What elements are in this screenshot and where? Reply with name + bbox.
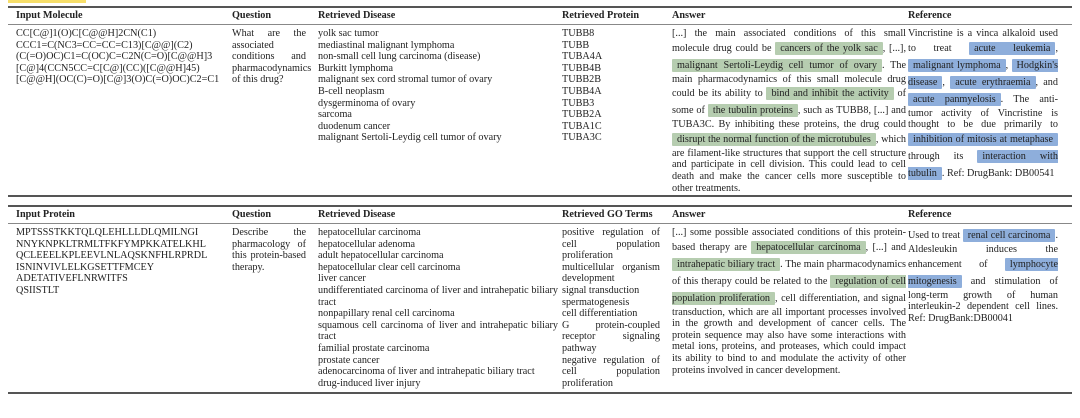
disease-item: squamous cell carcinoma of liver and intrahepatic biliary tract	[318, 319, 558, 343]
header-rule	[8, 24, 1072, 25]
text-segment: . Ref: DrugBank: DB00541	[941, 167, 1055, 179]
go-term-item: cell differentiation	[562, 308, 638, 320]
text-segment: , [...],	[882, 42, 906, 54]
header-rule	[8, 223, 1072, 224]
question-text: What are the associated conditions and pharmacodynamics of this drug?	[232, 28, 312, 86]
highlighted-phrase: intrahepatic biliary tract	[672, 258, 780, 271]
disease-item: adenocarcinoma of liver and intrahepatic biliary tract	[318, 366, 535, 378]
disease-item: sarcoma	[318, 109, 352, 121]
molecule-example-table	[8, 6, 1072, 196]
disease-item: duodenum cancer	[318, 120, 391, 132]
disease-item: hepatocellular carcinoma	[318, 227, 421, 238]
highlighted-phrase: acute panmyelosis	[908, 93, 1001, 106]
disease-item: nonpapillary renal cell carcinoma	[318, 308, 455, 320]
text-segment: Vincristine is a vinca alkaloid used to treat	[908, 28, 1058, 54]
retrieved-disease-list	[318, 28, 558, 144]
caption-highlight-marker	[8, 0, 86, 3]
input-line: CC[C@]1(O)C[C@@H]2CN(C1)	[16, 28, 157, 39]
input-line: ADETATIVEFLNRWITFS	[16, 273, 128, 285]
disease-item: yolk sac tumor	[318, 28, 379, 39]
go-term-item: multicellular organism development	[562, 261, 660, 285]
highlighted-phrase: renal cell carcinoma	[963, 229, 1056, 242]
go-term-list	[562, 227, 660, 389]
highlighted-phrase: interaction with tubulin	[908, 150, 1058, 179]
column-header: Answer	[672, 209, 706, 220]
disease-item: hepatocellular adenoma	[318, 238, 416, 250]
input-line: QCLEEELKPLEEVLNLAQSKNFHLRPRDL	[16, 250, 208, 262]
text-segment: and stimulation of long-term growth of human interleukin-2 dependent cell lines. Ref: DrugBank:DB00041	[908, 275, 1058, 324]
disease-item: malignant Sertoli-Leydig cell tumor of ovary	[318, 132, 502, 144]
highlighted-phrase: acute erythraemia	[950, 76, 1035, 89]
column-header: Input Protein	[16, 209, 75, 220]
input-line: CCC1=C(NC3=CC=CC=C13)[C@@](C2)	[16, 39, 193, 51]
text-segment: , cell differentiation, and signal transduction, which are all important processes involved in the growth and development of cancer cells. The protein sequence may also have some interactions with metal ions, proteins, and proteases, which could impact its ability to bind to and modulate the activity of other proteins involved in cancer development.	[672, 292, 906, 376]
disease-item: adult hepatocellular carcinoma	[318, 250, 444, 262]
highlighted-phrase: cancers of the yolk sac	[775, 42, 883, 55]
disease-item: dysgerminoma of ovary	[318, 97, 416, 109]
reference-text	[908, 227, 1058, 324]
retrieved-protein-item: TUBA1C	[562, 120, 602, 132]
disease-item: undifferentiated carcinoma of liver and intrahepatic biliary tract	[318, 284, 558, 308]
retrieved-protein-item: TUBA4A	[562, 51, 603, 63]
bottom-rule	[8, 392, 1072, 394]
highlighted-phrase: Hodgkin's disease	[908, 59, 1058, 88]
top-rule	[8, 6, 1072, 8]
go-term-item: G protein-coupled receptor signaling pathway	[562, 319, 660, 354]
highlighted-phrase: malignant lymphoma	[908, 59, 1006, 72]
column-header: Retrieved GO Terms	[562, 209, 653, 220]
text-segment: ,	[1055, 42, 1058, 54]
text-segment: , [...] and	[865, 241, 906, 253]
disease-item: malignant sex cord stromal tumor of ovary	[318, 74, 493, 86]
column-header: Answer	[672, 10, 706, 21]
highlighted-phrase: the tubulin proteins	[708, 104, 798, 117]
answer-text	[672, 28, 906, 194]
input-line: [C@]4(CCN5CC=C[C@](CC)([C@@H]45)	[16, 62, 200, 74]
text-segment: [...] the main associated conditions of this small molecule drug could be	[672, 28, 906, 54]
retrieved-protein-list	[562, 28, 660, 144]
input-line: (C(=O)OC)C1=C(OC)C=C2N(C=O)[C@@H]3	[16, 51, 213, 63]
retrieved-protein-item: TUBB	[562, 39, 590, 51]
retrieved-protein-item: TUBB2B	[562, 74, 602, 86]
text-segment: . The main pharmacodynamics of this therapy could be related to the	[672, 258, 906, 287]
highlighted-phrase: malignant Sertoli-Leydig cell tumor of ovary	[672, 59, 882, 72]
text-segment: ,	[1005, 59, 1012, 71]
top-rule	[8, 205, 1072, 207]
disease-item: B-cell neoplasm	[318, 85, 385, 97]
input-sequence	[16, 227, 207, 297]
input-line: QSIISTLT	[16, 284, 60, 296]
text-segment: . Aldesleukin induces the enhancement of	[908, 230, 1058, 270]
text-segment: , and	[1035, 76, 1058, 88]
column-header: Retrieved Disease	[318, 209, 396, 220]
go-term-item: spermatogenesis	[562, 296, 630, 308]
highlighted-phrase: bind and inhibit the activity	[766, 87, 893, 100]
column-header: Question	[232, 10, 272, 21]
text-segment: , such as TUBB8, [...] and TUBA3C. By inhibiting these proteins, the drug could	[672, 105, 906, 131]
text-segment: of some of	[672, 88, 906, 117]
retrieved-protein-item: TUBB4A	[562, 85, 602, 97]
go-term-item: signal transduction	[562, 284, 640, 296]
bottom-rule	[8, 195, 1072, 197]
retrieved-protein-item: TUBA3C	[562, 132, 602, 144]
input-sequence	[16, 28, 219, 86]
go-term-item: negative regulation of cell population proliferation	[562, 354, 660, 389]
disease-item: mediastinal malignant lymphoma	[318, 39, 455, 51]
text-segment: . The main pharmacodynamics of this small molecule drug could be its ability to	[672, 59, 907, 100]
disease-item: familial prostate carcinoma	[318, 342, 430, 354]
retrieved-protein-item: TUBB8	[562, 28, 595, 39]
column-header: Reference	[908, 209, 952, 220]
column-header: Reference	[908, 10, 952, 21]
highlighted-phrase: hepatocellular carcinoma	[751, 241, 865, 254]
disease-item: Burkitt lymphoma	[318, 62, 393, 74]
text-segment: [...] some possible associated conditions of this protein-based therapy are	[672, 227, 906, 253]
column-header: Question	[232, 209, 272, 220]
text-segment: , which are filament-like structures that support the cell structure and participate in cell division. This could lead to cell death and make the cancer cells more susceptible to other treatments.	[672, 133, 906, 194]
highlighted-phrase: lymphocyte mitogenesis	[908, 258, 1058, 287]
retrieved-protein-item: TUBB2A	[562, 109, 602, 121]
retrieved-protein-item: TUBB4B	[562, 62, 602, 74]
highlighted-phrase: disrupt the normal function of the microtubules	[672, 133, 876, 146]
disease-item: non-small cell lung carcinoma (disease)	[318, 51, 481, 63]
text-segment: . The anti-tumor activity of Vincristine is thought to be due primarily to	[908, 93, 1058, 131]
protein-example-table	[8, 205, 1072, 395]
text-segment: Used to treat	[908, 230, 963, 241]
column-header: Input Molecule	[16, 10, 83, 21]
input-line: NNYKNPKLTRMLTFKFYMPKKATELKHL	[16, 238, 206, 250]
text-segment: ,	[942, 76, 951, 88]
input-line: ISNINVIVLELKGSETTFMCEY	[16, 261, 155, 273]
disease-item: drug-induced liver injury	[318, 377, 421, 389]
highlighted-phrase: acute leukemia	[969, 42, 1055, 55]
column-header: Retrieved Protein	[562, 10, 640, 21]
input-line: MPTSSSTKKTQLQLEHLLLDLQMILNGI	[16, 227, 199, 238]
retrieved-disease-list	[318, 227, 558, 389]
column-header: Retrieved Disease	[318, 10, 396, 21]
highlighted-phrase: regulation of cell population proliferation	[672, 275, 906, 304]
go-term-item: positive regulation of cell population proliferation	[562, 227, 660, 262]
highlighted-phrase: inhibition of mitosis at metaphase	[908, 133, 1058, 146]
disease-item: prostate cancer	[318, 354, 380, 366]
retrieved-protein-item: TUBB3	[562, 97, 595, 109]
answer-text	[672, 227, 906, 376]
input-line: [C@@H](OC(C)=O)[C@]3(O)C(=O)OC)C2=C1	[16, 74, 220, 86]
text-segment: through its	[908, 150, 978, 162]
question-text: Describe the pharmacology of this protein-based therapy.	[232, 227, 306, 273]
disease-item: hepatocellular clear cell carcinoma	[318, 261, 461, 273]
reference-text	[908, 28, 1058, 182]
disease-item: liver cancer	[318, 273, 366, 285]
